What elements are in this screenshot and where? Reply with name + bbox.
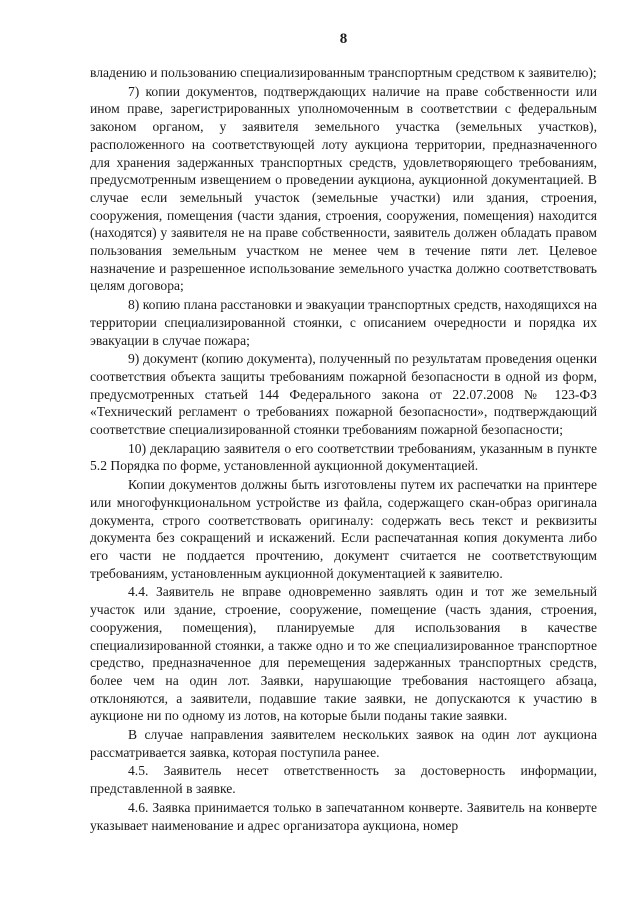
- paragraph-item-9: 9) документ (копию документа), полученный по результатам проведения оценки соответствия объекта защиты требованиям пожарной безопасности в одной из форм, предусмотренных статьей 144 Федерального закона от 22.07.2008 № 123-ФЗ «Технический регламент о требованиях пожарной безопасности», подтверждающий соответствие специализированной стоянки требованиям пожарной безопасности;: [90, 351, 597, 438]
- document-page: [90, 30, 597, 835]
- paragraph-item-7: 7) копии документов, подтверждающих наличие на праве собственности или ином праве, зарегистрированных уполномоченным в соответствии с федеральным законом органом, у заявителя земельного участка (земельных участков), расположенного на соответствующей лоту аукциона территории, предназначенного для хранения задержанных транспортных средств, удовлетворяющего требованиям, предусмотренным извещением о проведении аукциона, аукционной документацией. В случае если земельный участок (земельные участки) или здания, строения, сооружения, помещения (части здания, строения, сооружения, помещения) находится (находятся) у заявителя не на праве собственности, заявитель должен обладать правом пользования земельным участком не менее чем в течение пяти лет. Целевое назначение и разрешенное использование земельного участка должно соответствовать целям договора;: [90, 83, 597, 294]
- paragraph-item-8: 8) копию плана расстановки и эвакуации транспортных средств, находящихся на территории специализированной стоянки, с описанием очередности и порядка их эвакуации в случае пожара;: [90, 297, 597, 348]
- paragraph-4-4: 4.4. Заявитель не вправе одновременно заявлять один и тот же земельный участок или здание, строение, сооружение, помещение (часть здания, строения, сооружения, помещения), планируемые для использования в качестве специализированной стоянки, а также одно и то же специализированное транспортное средство, предназначенное для перемещения задержанных транспортных средств, более чем на один лот. Заявки, нарушающие требования настоящего абзаца, отклоняются, а заявители, подавшие такие заявки, не допускаются к участию в аукционе ни по одному из лотов, на которые были поданы такие заявки.: [90, 584, 597, 724]
- paragraph-continuation: владению и пользованию специализированным транспортным средством к заявителю);: [90, 65, 597, 80]
- page-number: 8: [339, 31, 348, 47]
- paragraph-multiple-applications: В случае направления заявителем нескольких заявок на один лот аукциона рассматривается заявка, которая поступила ранее.: [90, 727, 597, 760]
- paragraph-4-6: 4.6. Заявка принимается только в запечатанном конверте. Заявитель на конверте указывает наименование и адрес организатора аукциона, номер: [90, 799, 597, 833]
- paragraph-copies: Копии документов должны быть изготовлены путем их распечатки на принтере или многофункциональном устройстве из файла, содержащего скан-образ оригинала документа, строго соответствовать оригиналу: содержать весь текст и реквизиты документа без сокращений и искажений. Если распечатанная копия документа либо его части не поддается прочтению, документ считается не соответствующим требованиям, установленным аукционной документацией к заявителю.: [90, 477, 597, 581]
- paragraph-4-5: 4.5. Заявитель несет ответственность за достоверность информации, представленной в заявке.: [90, 763, 597, 797]
- paragraph-item-10: 10) декларацию заявителя о его соответствии требованиям, указанным в пункте 5.2 Порядка по форме, установленной аукционной документацией.: [90, 440, 597, 474]
